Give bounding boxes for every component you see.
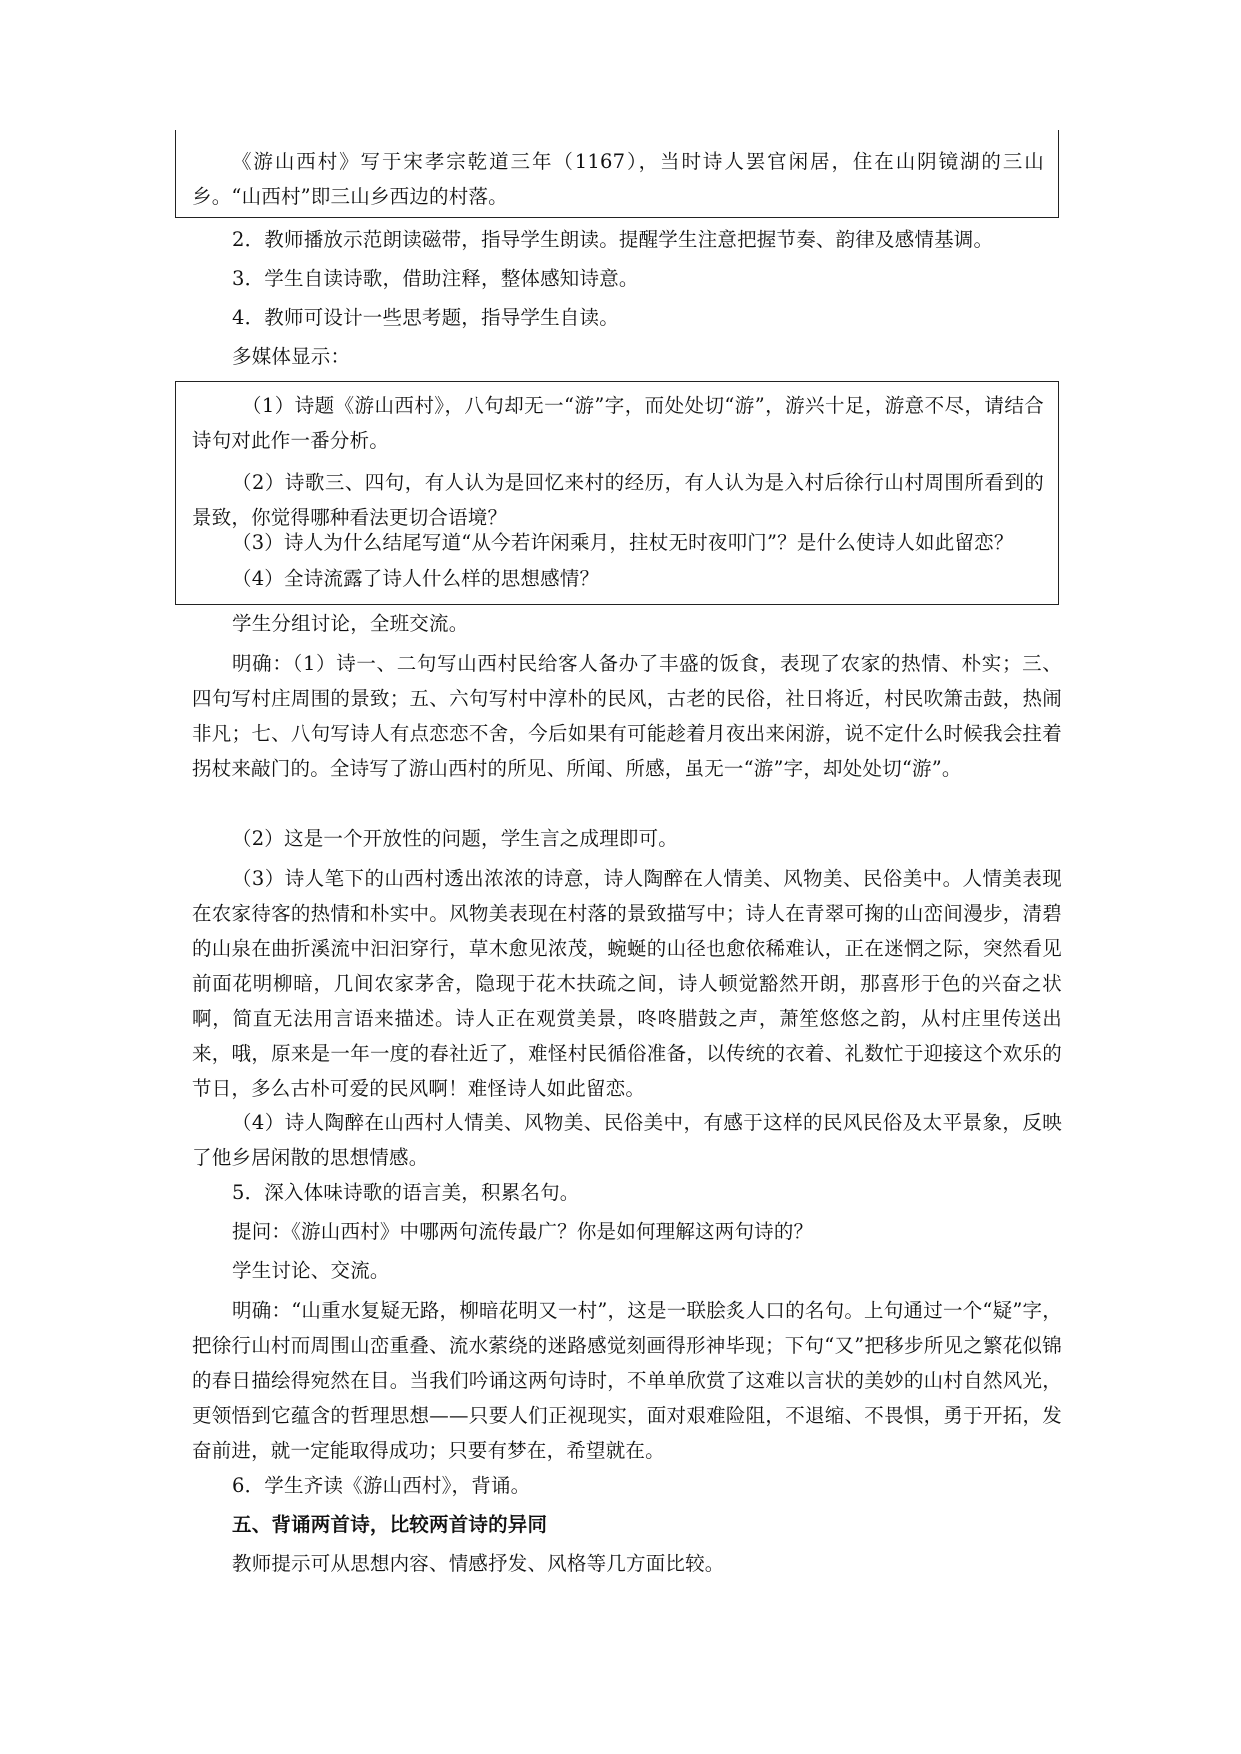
- questions-box: [175, 381, 1059, 605]
- answer-4: （4）诗人陶醉在山西村人情美、风物美、民俗美中，有感于这样的民风民俗及太平景象，反映了他乡居闲散的思想情感。: [192, 1111, 1062, 1169]
- question-prompt: 提问：《游山西村》中哪两句流传最广？你是如何理解这两句诗的？: [232, 1220, 814, 1243]
- section-heading-5: 五、背诵两首诗，比较两首诗的异同: [232, 1513, 548, 1536]
- note-paragraph: 《游山西村》写于宋孝宗乾道三年（1167），当时诗人罢官闲居，住在山阴镜湖的三山乡。“山西村”即三山乡西边的村落。: [192, 150, 1044, 208]
- group-discussion: 学生分组讨论，全班交流。: [232, 612, 469, 635]
- question-1: （1）诗题《游山西村》，八句却无一“游”字，而处处切“游”，游兴十足，游意不尽，请结合诗句对此作一番分析。: [192, 394, 1044, 452]
- note-box: [175, 130, 1059, 218]
- step-2: 2．教师播放示范朗读磁带，指导学生朗读。提醒学生注意把握节奏、韵律及感情基调。: [232, 228, 994, 251]
- question-3: （3）诗人为什么结尾写道“从今若许闲乘月，拄杖无时夜叩门”？是什么使诗人如此留恋？: [232, 531, 1014, 554]
- student-discussion: 学生讨论、交流。: [232, 1259, 390, 1282]
- answer-1: 明确：（1）诗一、二句写山西村民给客人备办了丰盛的饭食，表现了农家的热情、朴实；三、四句写村庄周围的景致；五、六句写村中淳朴的民风，古老的民俗，社日将近，村民吹箫击鼓，热闹非凡；七、八句写诗人有点恋恋不舍，今后如果有可能趁着月夜出来闲游，说不定什么时候我会拄着拐杖来敲门的。全诗写了游山西村的所见、所闻、所感，虽无一“游”字，却处处切“游”。: [192, 652, 1062, 780]
- question-2: （2）诗歌三、四句，有人认为是回忆来村的经历，有人认为是入村后徐行山村周围所看到的景致，你觉得哪种看法更切合语境？: [192, 471, 1044, 529]
- answer-2: （2）这是一个开放性的问题，学生言之成理即可。: [232, 827, 679, 850]
- step-3: 3．学生自读诗歌，借助注释，整体感知诗意。: [232, 267, 639, 290]
- step-5: 5．深入体味诗歌的语言美，积累名句。: [232, 1181, 580, 1204]
- question-4: （4）全诗流露了诗人什么样的思想感情？: [232, 567, 600, 590]
- answer-3: （3）诗人笔下的山西村透出浓浓的诗意，诗人陶醉在人情美、风物美、民俗美中。人情美表现在农家待客的热情和朴实中。风物美表现在村落的景致描写中；诗人在青翠可掬的山峦间漫步，清碧的山泉在曲折溪流中汩汩穿行，草木愈见浓茂，蜿蜒的山径也愈依稀难认，正在迷惘之际，突然看见前面花明柳暗，几间农家茅舍，隐现于花木扶疏之间，诗人顿觉豁然开朗，那喜形于色的兴奋之状啊，简直无法用言语来描述。诗人正在观赏美景，咚咚腊鼓之声，萧笙悠悠之韵，从村庄里传送出来，哦，原来是一年一度的春社近了，难怪村民循俗准备，以传统的衣着、礼数忙于迎接这个欢乐的节日，多么古朴可爱的民风啊！难怪诗人如此留恋。: [192, 867, 1062, 1100]
- multimedia-label: 多媒体显示：: [232, 345, 351, 368]
- step-4: 4．教师可设计一些思考题，指导学生自读。: [232, 306, 619, 329]
- teacher-tip: 教师提示可从思想内容、情感抒发、风格等几方面比较。: [232, 1552, 725, 1575]
- step-6: 6．学生齐读《游山西村》，背诵。: [232, 1474, 531, 1497]
- answer-5: 明确：“山重水复疑无路，柳暗花明又一村”，这是一联脍炙人口的名句。上句通过一个“疑”字，把徐行山村而周围山峦重叠、流水萦绕的迷路感觉刻画得形神毕现；下句“又”把移步所见之繁花似锦的春日描绘得宛然在目。当我们吟诵这两句诗时，不单单欣赏了这难以言状的美妙的山村自然风光，更领悟到它蕴含的哲理思想——只要人们正视现实，面对艰难险阻，不退缩、不畏惧，勇于开拓，发奋前进，就一定能取得成功；只要有梦在，希望就在。: [192, 1299, 1062, 1462]
